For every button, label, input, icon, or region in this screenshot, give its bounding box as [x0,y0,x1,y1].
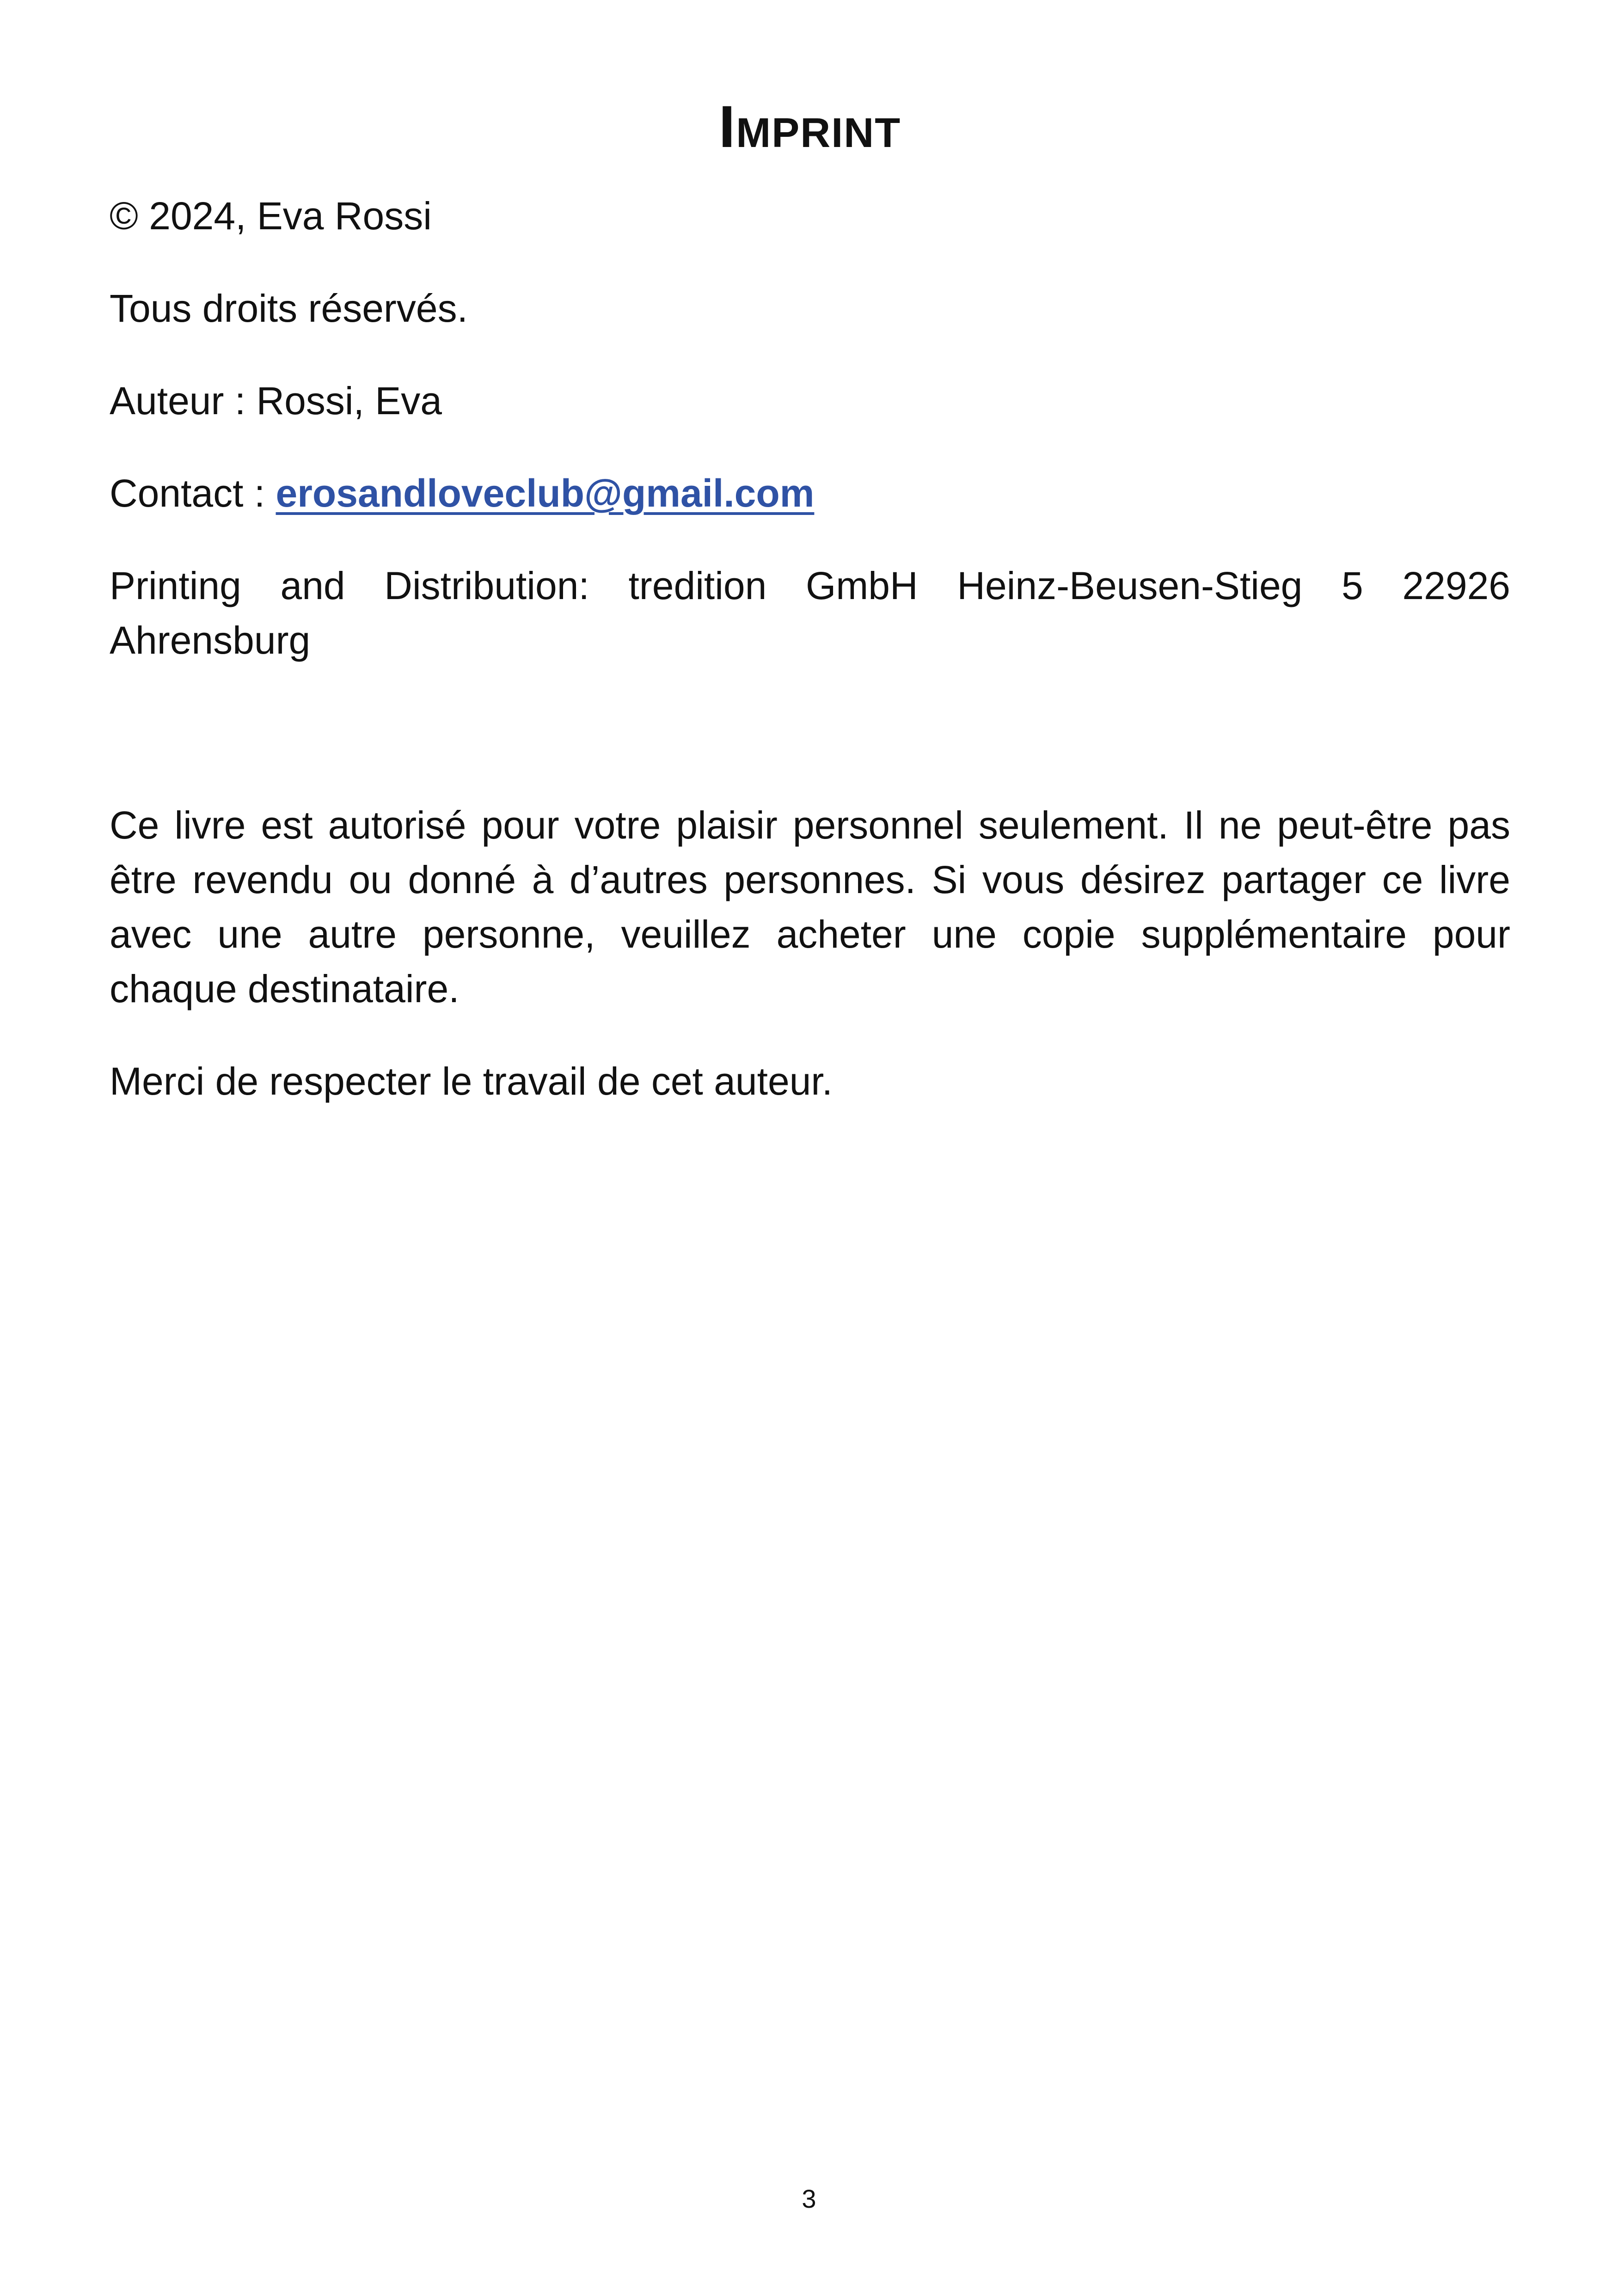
page-title: Imprint [718,94,901,160]
contact-line [110,466,1510,520]
imprint-content [110,92,1510,1146]
distribution-line: Printing and Distribution: tredition GmbH Heinz-Beusen-Stieg 5 22926 Ahrensburg [110,564,1510,662]
copyright-line: © 2024, Eva Rossi [110,194,432,238]
section-spacer [110,705,1510,798]
contact-email-link[interactable]: erosandloveclub@gmail.com [276,471,815,515]
author-line: Auteur : Rossi, Eva [110,379,442,422]
license-notice: Ce livre est autorisé pour votre plaisir personnel seulement. Il ne peut-être pas être revendu ou donné à d’autres personnes. Si vous désirez partager ce livre avec une autre personne, veuillez acheter une copie supplémentaire pour chaque destinataire. [110,803,1510,1010]
page-number: 3 [802,2184,816,2213]
rights-line: Tous droits réservés. [110,287,468,330]
contact-label: Contact : [110,471,276,515]
thanks-line: Merci de respecter le travail de cet auteur. [110,1059,833,1103]
